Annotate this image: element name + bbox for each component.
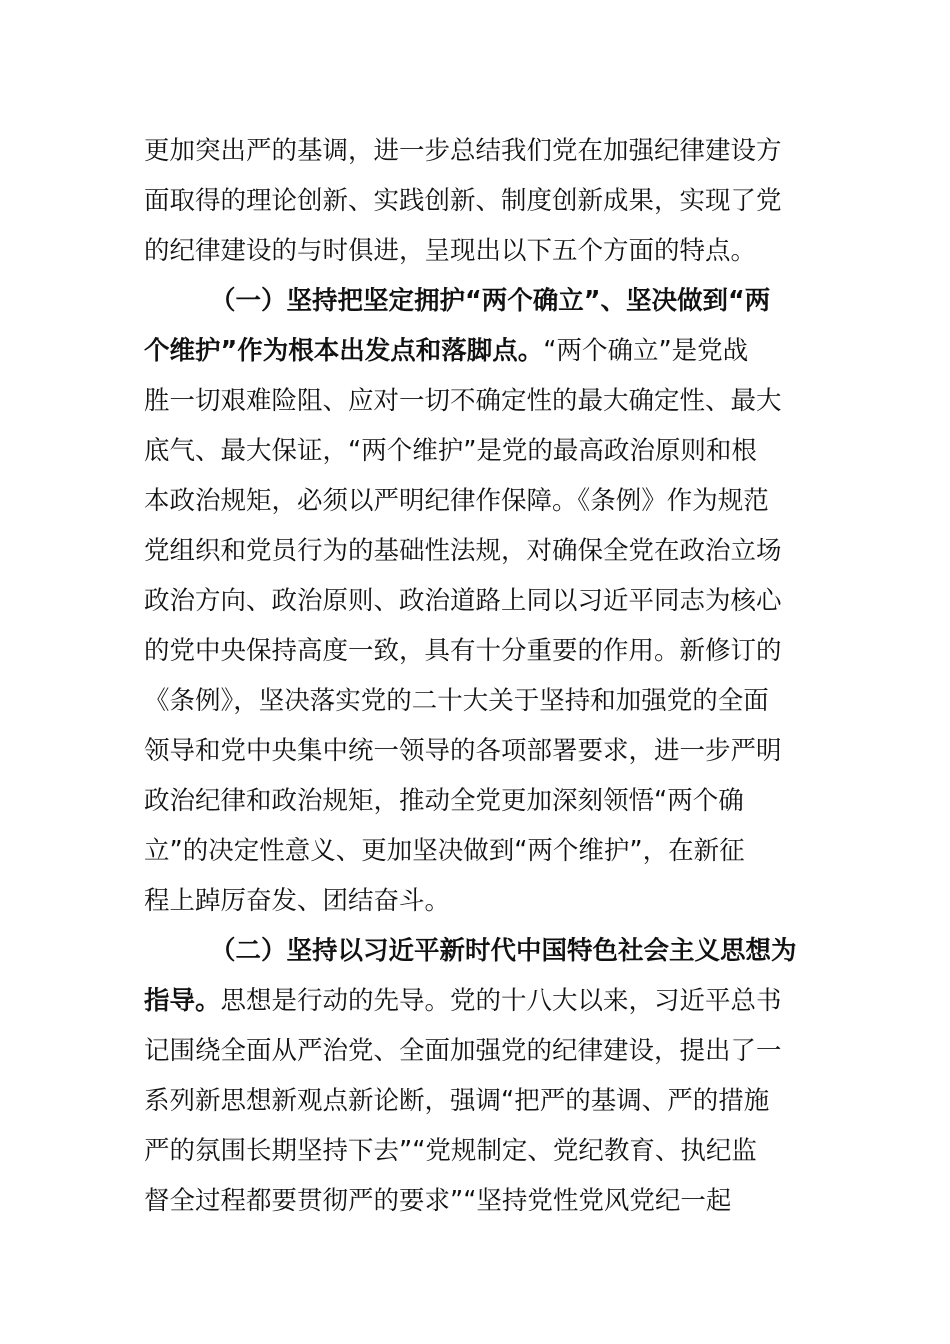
paragraph-line: 政治方向、政治原则、政治道路上同以习近平同志为核心 [144,586,782,616]
paragraph-line: 胜一切艰难险阻、应对一切不确定性的最大确定性、最大 [144,386,782,416]
paragraph-line: 的纪律建设的与时俱进，呈现出以下五个方面的特点。 [144,236,757,266]
paragraph-line: 政治纪律和政治规矩，推动全党更加深刻领悟“两个确 [144,786,744,816]
paragraph-line: 程上踔厉奋发、团结奋斗。 [144,886,451,916]
paragraph-line: 党组织和党员行为的基础性法规，对确保全党在政治立场 [144,536,782,566]
paragraph-line: 领导和党中央集中统一领导的各项部署要求，进一步严明 [144,736,782,766]
paragraph-line: 立”的决定性意义、更加坚决做到“两个维护”，在新征 [144,836,745,866]
section-heading-line: （二）坚持以习近平新时代中国特色社会主义思想为 [210,936,797,966]
section-heading-line: 个维护”作为根本出发点和落脚点。“两个确立”是党战 [144,336,749,366]
paragraph-line: 记围绕全面从严治党、全面加强党的纪律建设，提出了一 [144,1036,782,1066]
paragraph-line: 面取得的理论创新、实践创新、制度创新成果，实现了党 [144,186,782,216]
paragraph-line: 督全过程都要贯彻严的要求”“坚持党性党风党纪一起 [144,1186,732,1216]
section-heading-line: 指导。思想是行动的先导。党的十八大以来，习近平总书 [144,986,782,1016]
paragraph-line: 底气、最大保证，“两个维护”是党的最高政治原则和根 [144,436,757,466]
paragraph-line: 《条例》，坚决落实党的二十大关于坚持和加强党的全面 [144,686,769,716]
paragraph-line: 系列新思想新观点新论断，强调“把严的基调、严的措施 [144,1086,770,1116]
paragraph-line: 的党中央保持高度一致，具有十分重要的作用。新修订的 [144,636,782,666]
section-heading-line: （一）坚持把坚定拥护“两个确立”、坚决做到“两 [210,286,771,316]
paragraph-line: 更加突出严的基调，进一步总结我们党在加强纪律建设方 [144,136,782,166]
paragraph-line: 本政治规矩，必须以严明纪律作保障。《条例》作为规范 [144,486,769,516]
paragraph-line: 严的氛围长期坚持下去”“党规制定、党纪教育、执纪监 [144,1136,757,1166]
